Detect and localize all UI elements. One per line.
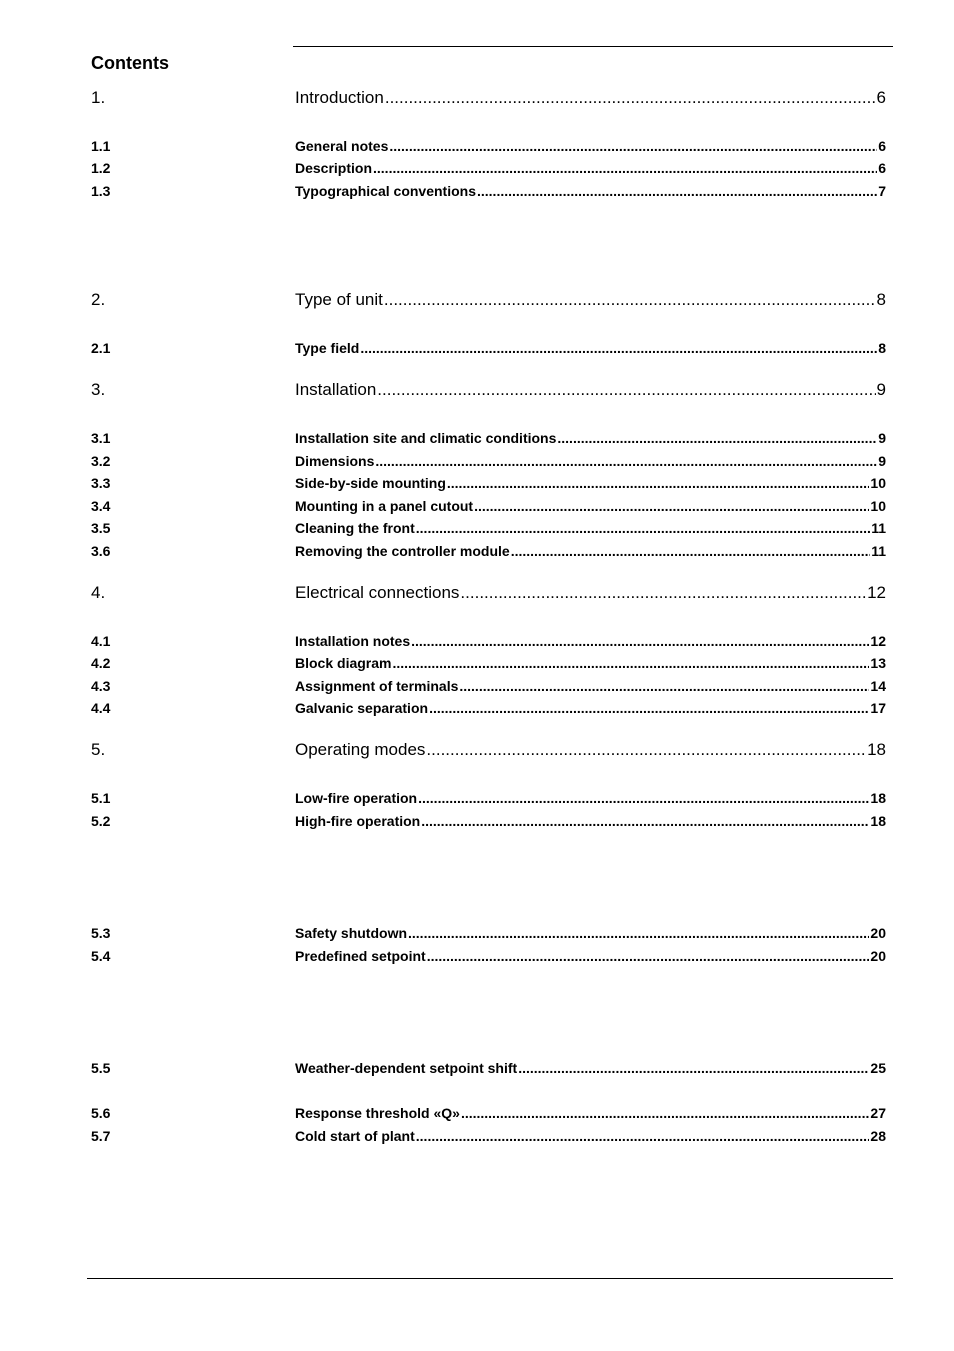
toc-number: 3.4: [91, 498, 111, 514]
toc-section-row[interactable]: [0, 652, 954, 674]
toc-dot-leader: [416, 520, 870, 536]
toc-number: 3.: [91, 380, 106, 399]
toc-section-row[interactable]: [0, 337, 954, 359]
toc-section-row[interactable]: [0, 787, 954, 809]
toc-page-number: 18: [867, 740, 886, 759]
toc-title: Side-by-side mounting: [295, 475, 446, 491]
toc-dot-leader: [459, 678, 869, 694]
toc-dot-leader: [389, 138, 877, 154]
toc-entry-link[interactable]: [295, 430, 886, 446]
toc-section-row[interactable]: [0, 697, 954, 719]
toc-dot-leader: [518, 1060, 869, 1076]
toc-entry-link[interactable]: [295, 183, 886, 199]
toc-entry-link[interactable]: [295, 633, 886, 649]
toc-section-row[interactable]: [0, 157, 954, 179]
toc-dot-leader: [373, 160, 877, 176]
toc-entry-link[interactable]: [295, 813, 886, 829]
toc-page-number: 25: [870, 1060, 886, 1076]
toc-number: 5.2: [91, 813, 111, 829]
toc-entry-link[interactable]: [295, 380, 886, 400]
toc-title: Typographical conventions: [295, 183, 476, 199]
toc-number: 3.3: [91, 475, 111, 491]
toc-title: Galvanic separation: [295, 700, 429, 716]
toc-title: High-fire operation: [295, 813, 421, 829]
toc-page-number: 9: [878, 453, 886, 469]
toc-dot-leader: [392, 655, 869, 671]
toc-number: 5.7: [91, 1128, 111, 1144]
toc-entry-link[interactable]: [295, 1105, 886, 1121]
toc-entry-link[interactable]: [295, 1060, 886, 1076]
toc-number: 1.: [91, 88, 106, 107]
toc-title: Safety shutdown: [295, 925, 408, 941]
toc-dot-leader: [408, 925, 869, 941]
toc-page-number: 11: [871, 520, 886, 536]
toc-title: General notes: [295, 138, 389, 154]
toc-chapter-row[interactable]: [0, 291, 954, 313]
toc-section-row[interactable]: [0, 427, 954, 449]
toc-entry-link[interactable]: [295, 453, 886, 469]
toc-entry-link[interactable]: [295, 948, 886, 964]
toc-number: 4.1: [91, 633, 111, 649]
toc-page-number: 6: [876, 88, 886, 107]
toc-page-number: 9: [876, 380, 886, 399]
toc-entry-link[interactable]: [295, 498, 886, 514]
toc-title: Installation notes: [295, 633, 411, 649]
toc-title: Weather-dependent setpoint shift: [295, 1060, 518, 1076]
toc-section-row[interactable]: [0, 495, 954, 517]
bottom-rule: [87, 1278, 893, 1279]
toc-dot-leader: [426, 740, 866, 760]
toc-section-row[interactable]: [0, 922, 954, 944]
toc-number: 5.5: [91, 1060, 111, 1076]
toc-section-row[interactable]: [0, 1125, 954, 1147]
toc-section-row[interactable]: [0, 630, 954, 652]
toc-section-row[interactable]: [0, 540, 954, 562]
toc-page-number: 18: [870, 813, 886, 829]
toc-title: Type of unit: [295, 290, 383, 309]
toc-dot-leader: [416, 1128, 870, 1144]
toc-entry-link[interactable]: [295, 790, 886, 806]
toc-entry-link[interactable]: [295, 88, 886, 108]
toc-number: 3.6: [91, 543, 111, 559]
toc-page-number: 8: [876, 290, 886, 309]
toc-page-number: 6: [878, 138, 886, 154]
toc-page-number: 12: [870, 633, 886, 649]
toc-number: 1.1: [91, 138, 111, 154]
toc-entry-link[interactable]: [295, 475, 886, 491]
toc-page-number: 27: [870, 1105, 886, 1121]
toc-dot-leader: [474, 498, 869, 514]
toc-entry-link[interactable]: [295, 160, 886, 176]
toc-entry-link[interactable]: [295, 543, 886, 559]
toc-title: Cold start of plant: [295, 1128, 415, 1144]
toc-title: Cleaning the front: [295, 520, 415, 536]
toc-number: 4.3: [91, 678, 111, 694]
toc-page-number: 7: [878, 183, 886, 199]
toc-number: 3.1: [91, 430, 111, 446]
toc-section-row[interactable]: [0, 135, 954, 157]
toc-number: 2.1: [91, 340, 111, 356]
toc-page-number: 28: [870, 1128, 886, 1144]
toc-dot-leader: [429, 700, 869, 716]
toc-page-number: 20: [870, 948, 886, 964]
toc-number: 4.2: [91, 655, 111, 671]
toc-entry-link[interactable]: [295, 678, 886, 694]
toc-section-row[interactable]: [0, 1102, 954, 1124]
toc-number: 2.: [91, 290, 106, 309]
toc-section-row[interactable]: [0, 1057, 954, 1079]
toc-entry-link[interactable]: [295, 700, 886, 716]
toc-number: 1.3: [91, 183, 111, 199]
toc-dot-leader: [375, 453, 877, 469]
toc-entry-link[interactable]: [295, 583, 886, 603]
toc-dot-leader: [421, 813, 869, 829]
toc-dot-leader: [377, 380, 875, 400]
toc-title: Removing the controller module: [295, 543, 510, 559]
toc-section-row[interactable]: [0, 810, 954, 832]
toc-page-number: 9: [878, 430, 886, 446]
toc-title: Predefined setpoint: [295, 948, 426, 964]
toc-dot-leader: [360, 340, 877, 356]
toc-entry-link[interactable]: [295, 655, 886, 671]
toc-page-number: 18: [870, 790, 886, 806]
toc-title: Electrical connections: [295, 583, 460, 602]
toc-page-number: 14: [870, 678, 886, 694]
toc-page-number: 17: [870, 700, 886, 716]
toc-page-number: 20: [870, 925, 886, 941]
toc-entry-link[interactable]: [295, 1128, 886, 1144]
toc-title: Dimensions: [295, 453, 375, 469]
toc-title: Installation site and climatic conditions: [295, 430, 557, 446]
toc-title: Installation: [295, 380, 377, 399]
toc-page-number: 10: [870, 475, 886, 491]
toc-title: Low-fire operation: [295, 790, 418, 806]
toc-section-row[interactable]: [0, 472, 954, 494]
toc-page-number: 8: [878, 340, 886, 356]
toc-page-number: 12: [867, 583, 886, 602]
toc-title: Operating modes: [295, 740, 426, 759]
contents-heading: Contents: [91, 53, 169, 73]
toc-section-row[interactable]: [0, 945, 954, 967]
toc-title: Type field: [295, 340, 360, 356]
toc-dot-leader: [411, 633, 869, 649]
toc-dot-leader: [461, 1105, 869, 1121]
toc-entry-link[interactable]: [295, 138, 886, 154]
toc-page-number: 13: [870, 655, 886, 671]
toc-page-number: 11: [871, 543, 886, 559]
toc-dot-leader: [511, 543, 870, 559]
toc-section-row[interactable]: [0, 450, 954, 472]
toc-dot-leader: [557, 430, 877, 446]
toc-number: 5.3: [91, 925, 111, 941]
toc-chapter-row[interactable]: [0, 89, 954, 111]
toc-entry-link[interactable]: [295, 520, 886, 536]
toc-title: Response threshold «Q»: [295, 1105, 460, 1121]
toc-number: 5.4: [91, 948, 111, 964]
toc-section-row[interactable]: [0, 517, 954, 539]
top-rule: [293, 46, 893, 47]
toc-dot-leader: [460, 583, 866, 603]
toc-number: 5.1: [91, 790, 111, 806]
toc-number: 5.: [91, 740, 106, 759]
toc-number: 3.2: [91, 453, 111, 469]
toc-chapter-row[interactable]: [0, 741, 954, 763]
toc-title: Introduction: [295, 88, 384, 107]
toc-page-number: 6: [878, 160, 886, 176]
toc-dot-leader: [418, 790, 869, 806]
toc-chapter-row[interactable]: [0, 381, 954, 403]
toc-section-row[interactable]: [0, 675, 954, 697]
toc-section-row[interactable]: [0, 180, 954, 202]
toc-title: Mounting in a panel cutout: [295, 498, 474, 514]
toc-dot-leader: [447, 475, 870, 491]
toc-title: Assignment of terminals: [295, 678, 459, 694]
toc-number: 4.: [91, 583, 106, 602]
toc-number: 4.4: [91, 700, 111, 716]
toc-entry-link[interactable]: [295, 340, 886, 356]
toc-number: 3.5: [91, 520, 111, 536]
toc-number: 5.6: [91, 1105, 111, 1121]
toc-entry-link[interactable]: [295, 925, 886, 941]
toc-page-number: 10: [870, 498, 886, 514]
toc-dot-leader: [477, 183, 877, 199]
toc-title: Block diagram: [295, 655, 392, 671]
toc-dot-leader: [384, 290, 876, 310]
toc-dot-leader: [427, 948, 870, 964]
toc-entry-link[interactable]: [295, 740, 886, 760]
toc-dot-leader: [385, 88, 876, 108]
toc-number: 1.2: [91, 160, 111, 176]
toc-chapter-row[interactable]: [0, 584, 954, 606]
toc-title: Description: [295, 160, 373, 176]
toc-entry-link[interactable]: [295, 290, 886, 310]
